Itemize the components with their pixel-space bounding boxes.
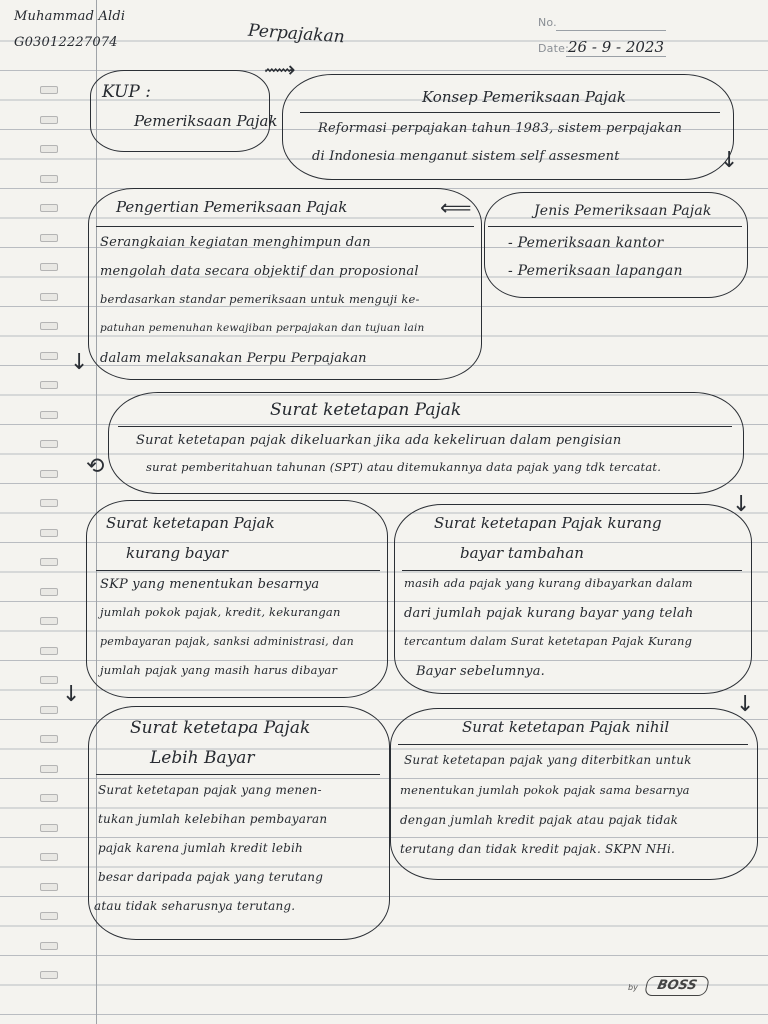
binding-hole [40, 263, 58, 271]
binding-hole [40, 647, 58, 655]
date-label: Date: [538, 42, 569, 55]
binding-hole [40, 617, 58, 625]
skp-line-1: Surat ketetapan pajak dikeluarkan jika ada kekeliruan dalam pengisian [136, 433, 622, 448]
binding-hole [40, 499, 58, 507]
kurang-bayar-line-3: pembayaran pajak, sanksi administrasi, dan [100, 635, 354, 648]
pengertian-line-1: Serangkaian kegiatan menghimpun dan [100, 235, 371, 250]
no-underline [556, 30, 666, 31]
binding-hole [40, 971, 58, 979]
arrow-down-icon: ↓ [70, 350, 89, 375]
kurang-bayar-divider [96, 570, 380, 571]
pengertian-line-5: dalam melaksanakan Perpu Perpajakan [100, 351, 367, 366]
skp-line-2: surat pemberitahuan tahunan (SPT) atau ditemukannya data pajak yang tdk tercatat. [146, 460, 662, 474]
skp-divider [118, 426, 732, 427]
nihil-line-3: dengan jumlah kredit pajak atau pajak tidak [400, 813, 679, 827]
binding-hole [40, 853, 58, 861]
binding-hole [40, 116, 58, 124]
kurang-bayar-tambahan-line-4: Bayar sebelumnya. [416, 664, 545, 679]
binding-hole [40, 794, 58, 802]
kup-title: KUP : [102, 82, 151, 102]
nihil-divider [398, 744, 748, 745]
kurang-bayar-tambahan-title-2: bayar tambahan [460, 544, 584, 562]
pengertian-title: Pengertian Pemeriksaan Pajak [116, 198, 348, 216]
lebih-bayar-title-2: Lebih Bayar [150, 748, 255, 768]
binding-hole [40, 293, 58, 301]
arrow-down-icon: ↓ [732, 492, 751, 517]
binding-hole [40, 735, 58, 743]
jenis-title: Jenis Pemeriksaan Pajak [534, 203, 712, 219]
arrow-down-icon: ↓ [736, 692, 755, 717]
kurang-bayar-line-1: SKP yang menentukan besarnya [100, 577, 320, 592]
binding-hole [40, 824, 58, 832]
lebih-bayar-line-5: atau tidak seharusnya terutang. [94, 899, 296, 913]
binding-hole [40, 234, 58, 242]
pengertian-line-4: patuhan pemenuhan kewajiban perpajakan dan tujuan lain [100, 322, 425, 334]
date-underline [566, 56, 666, 57]
date-value: 26 - 9 - 2023 [568, 38, 665, 56]
binding-hole [40, 883, 58, 891]
lebih-bayar-line-1: Surat ketetapan pajak yang menen- [98, 783, 322, 797]
binding-hole [40, 381, 58, 389]
kurang-bayar-tambahan-divider [402, 570, 742, 571]
binding-hole [40, 411, 58, 419]
kurang-bayar-tambahan-line-2: dari jumlah pajak kurang bayar yang telah [404, 606, 694, 621]
arrow-down-icon: ↓ [720, 148, 739, 173]
binding-hole [40, 942, 58, 950]
arrow-down-icon: ↓ [62, 682, 81, 707]
lebih-bayar-divider [96, 774, 380, 775]
binding-hole [40, 765, 58, 773]
kurang-bayar-title-2: kurang bayar [126, 544, 229, 562]
pengertian-line-2: mengolah data secara objektif dan proposional [100, 264, 419, 279]
binding-hole [40, 204, 58, 212]
konsep-line-2: di Indonesia menganut sistem self assesment [312, 149, 620, 164]
kurang-bayar-tambahan-line-3: tercantum dalam Surat ketetapan Pajak Kurang [404, 634, 693, 648]
binding-hole [40, 706, 58, 714]
nihil-line-2: menentukan jumlah pokok pajak sama besarnya [400, 783, 690, 797]
arrow-down-icon: ⟲ [86, 454, 105, 479]
skp-title: Surat ketetapan Pajak [270, 400, 462, 420]
binding-hole [40, 352, 58, 360]
brand-by: by [628, 983, 638, 992]
binding-hole [40, 440, 58, 448]
pengertian-divider [96, 226, 474, 227]
kurang-bayar-title-1: Surat ketetapan Pajak [106, 514, 275, 532]
binding-hole [40, 175, 58, 183]
binding-hole [40, 470, 58, 478]
lebih-bayar-line-4: besar daripada pajak yang terutang [98, 870, 324, 884]
nihil-line-1: Surat ketetapan pajak yang diterbitkan untuk [404, 753, 692, 767]
binding-hole [40, 529, 58, 537]
jenis-divider [488, 226, 742, 227]
kurang-bayar-tambahan-line-1: masih ada pajak yang kurang dibayarkan dalam [404, 576, 693, 590]
student-id: G03012227074 [14, 35, 118, 50]
binding-hole [40, 145, 58, 153]
binding-hole [40, 676, 58, 684]
binding-hole [40, 322, 58, 330]
pengertian-line-3: berdasarkan standar pemeriksaan untuk menguji ke- [100, 292, 420, 306]
page-title: Perpajakan [247, 20, 346, 48]
curved-arrow-icon: ⟿ [264, 58, 296, 83]
lebih-bayar-line-2: tukan jumlah kelebihan pembayaran [98, 812, 328, 826]
binding-hole [40, 912, 58, 920]
konsep-line-1: Reformasi perpajakan tahun 1983, sistem perpajakan [318, 121, 683, 136]
binding-hole [40, 86, 58, 94]
kurang-bayar-line-2: jumlah pokok pajak, kredit, kekurangan [100, 605, 341, 619]
binding-hole [40, 588, 58, 596]
kup-subtitle: Pemeriksaan Pajak [134, 112, 278, 130]
konsep-title: Konsep Pemeriksaan Pajak [422, 88, 626, 106]
no-label: No. [538, 16, 557, 29]
nihil-line-4: terutang dan tidak kredit pajak. SKPN NHi. [400, 842, 676, 856]
jenis-item-1: - Pemeriksaan kantor [508, 235, 664, 251]
kurang-bayar-line-4: jumlah pajak yang masih harus dibayar [100, 663, 338, 677]
lebih-bayar-line-3: pajak karena jumlah kredit lebih [98, 841, 303, 855]
jenis-item-2: - Pemeriksaan lapangan [508, 263, 683, 279]
boss-logo: BOSS [644, 976, 710, 996]
nihil-title: Surat ketetapan Pajak nihil [462, 718, 670, 736]
konsep-divider [300, 112, 720, 113]
binding-hole [40, 558, 58, 566]
student-name: Muhammad Aldi [14, 9, 126, 24]
kurang-bayar-tambahan-title-1: Surat ketetapan Pajak kurang [434, 514, 662, 532]
arrow-left-icon: ⟸ [440, 196, 472, 221]
lebih-bayar-title-1: Surat ketetapa Pajak [130, 718, 311, 738]
